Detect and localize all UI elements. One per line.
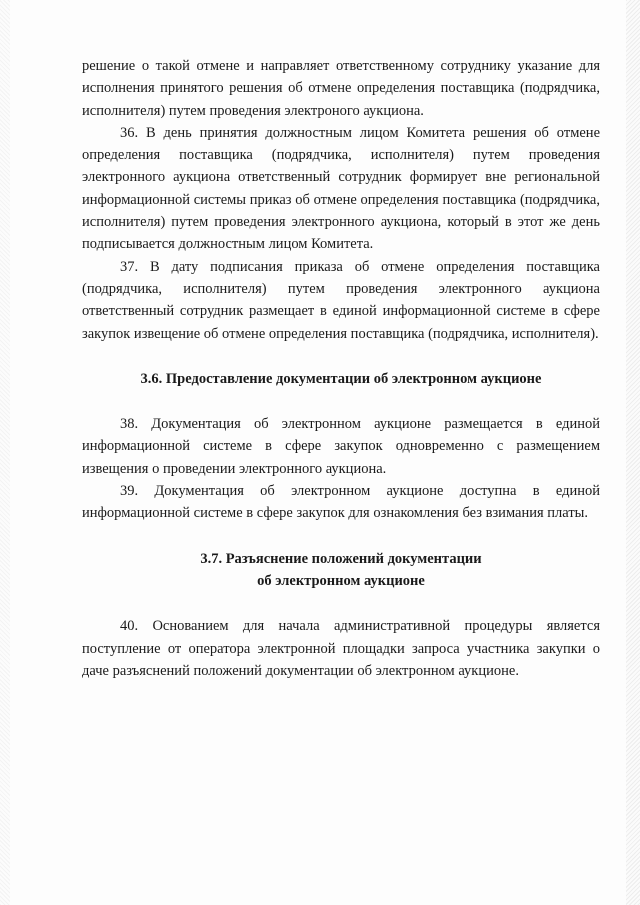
paragraph-39: 39. Документация об электронном аукционе доступна в единой информационной системе в сфере закупок для ознакомления без взимания платы. (82, 483, 600, 522)
paragraph-36: 36. В день принятия должностным лицом Комитета решения об отмене определения поставщика (подрядчика, исполнителя) путем проведения электронного аукциона ответственный сотрудник формирует вне региональной информационной системы приказ об отмене определения поставщика (подрядчика, исполнителя) путем проведения электронного аукциона, который в этот же день подписывается должностным лицом Комитета. (82, 124, 600, 253)
spacer (82, 390, 600, 413)
section-heading-3-7-line2: об электронном аукционе (257, 572, 425, 589)
section-heading-3-6: 3.6. Предоставление документации об электронном аукционе (140, 370, 542, 387)
scan-edge-left (0, 0, 10, 905)
spacer (82, 525, 600, 548)
paragraph-37: 37. В дату подписания приказа об отмене определения поставщика (подрядчика, исполнителя) путем проведения электронного аукциона ответственный сотрудник размещает в единой информационной системе в сфере закупок извещение об отмене определения поставщика (подрядчика, исполнителя). (82, 258, 600, 342)
paragraph-intro: решение о такой отмене и направляет ответственному сотруднику указание для исполнения принятого решения об отмене определения поставщика (подрядчика, исполнителя) путем проведения электроного аукциона. (82, 58, 600, 119)
document-body (82, 55, 600, 682)
spacer (82, 345, 600, 368)
section-heading-3-7-line1: 3.7. Разъяснение положений документации (200, 550, 482, 567)
paragraph-40: 40. Основанием для начала административной процедуры является поступление от оператора электронной площадки запроса участника закупки о даче разъяснений положений документации об электронном аукционе. (82, 618, 600, 679)
scan-edge-right (626, 0, 640, 905)
paragraph-38: 38. Документация об электронном аукционе размещается в единой информационной системе в сфере закупок одновременно с размещением извещения о проведении электронного аукциона. (82, 416, 600, 477)
spacer (82, 592, 600, 615)
